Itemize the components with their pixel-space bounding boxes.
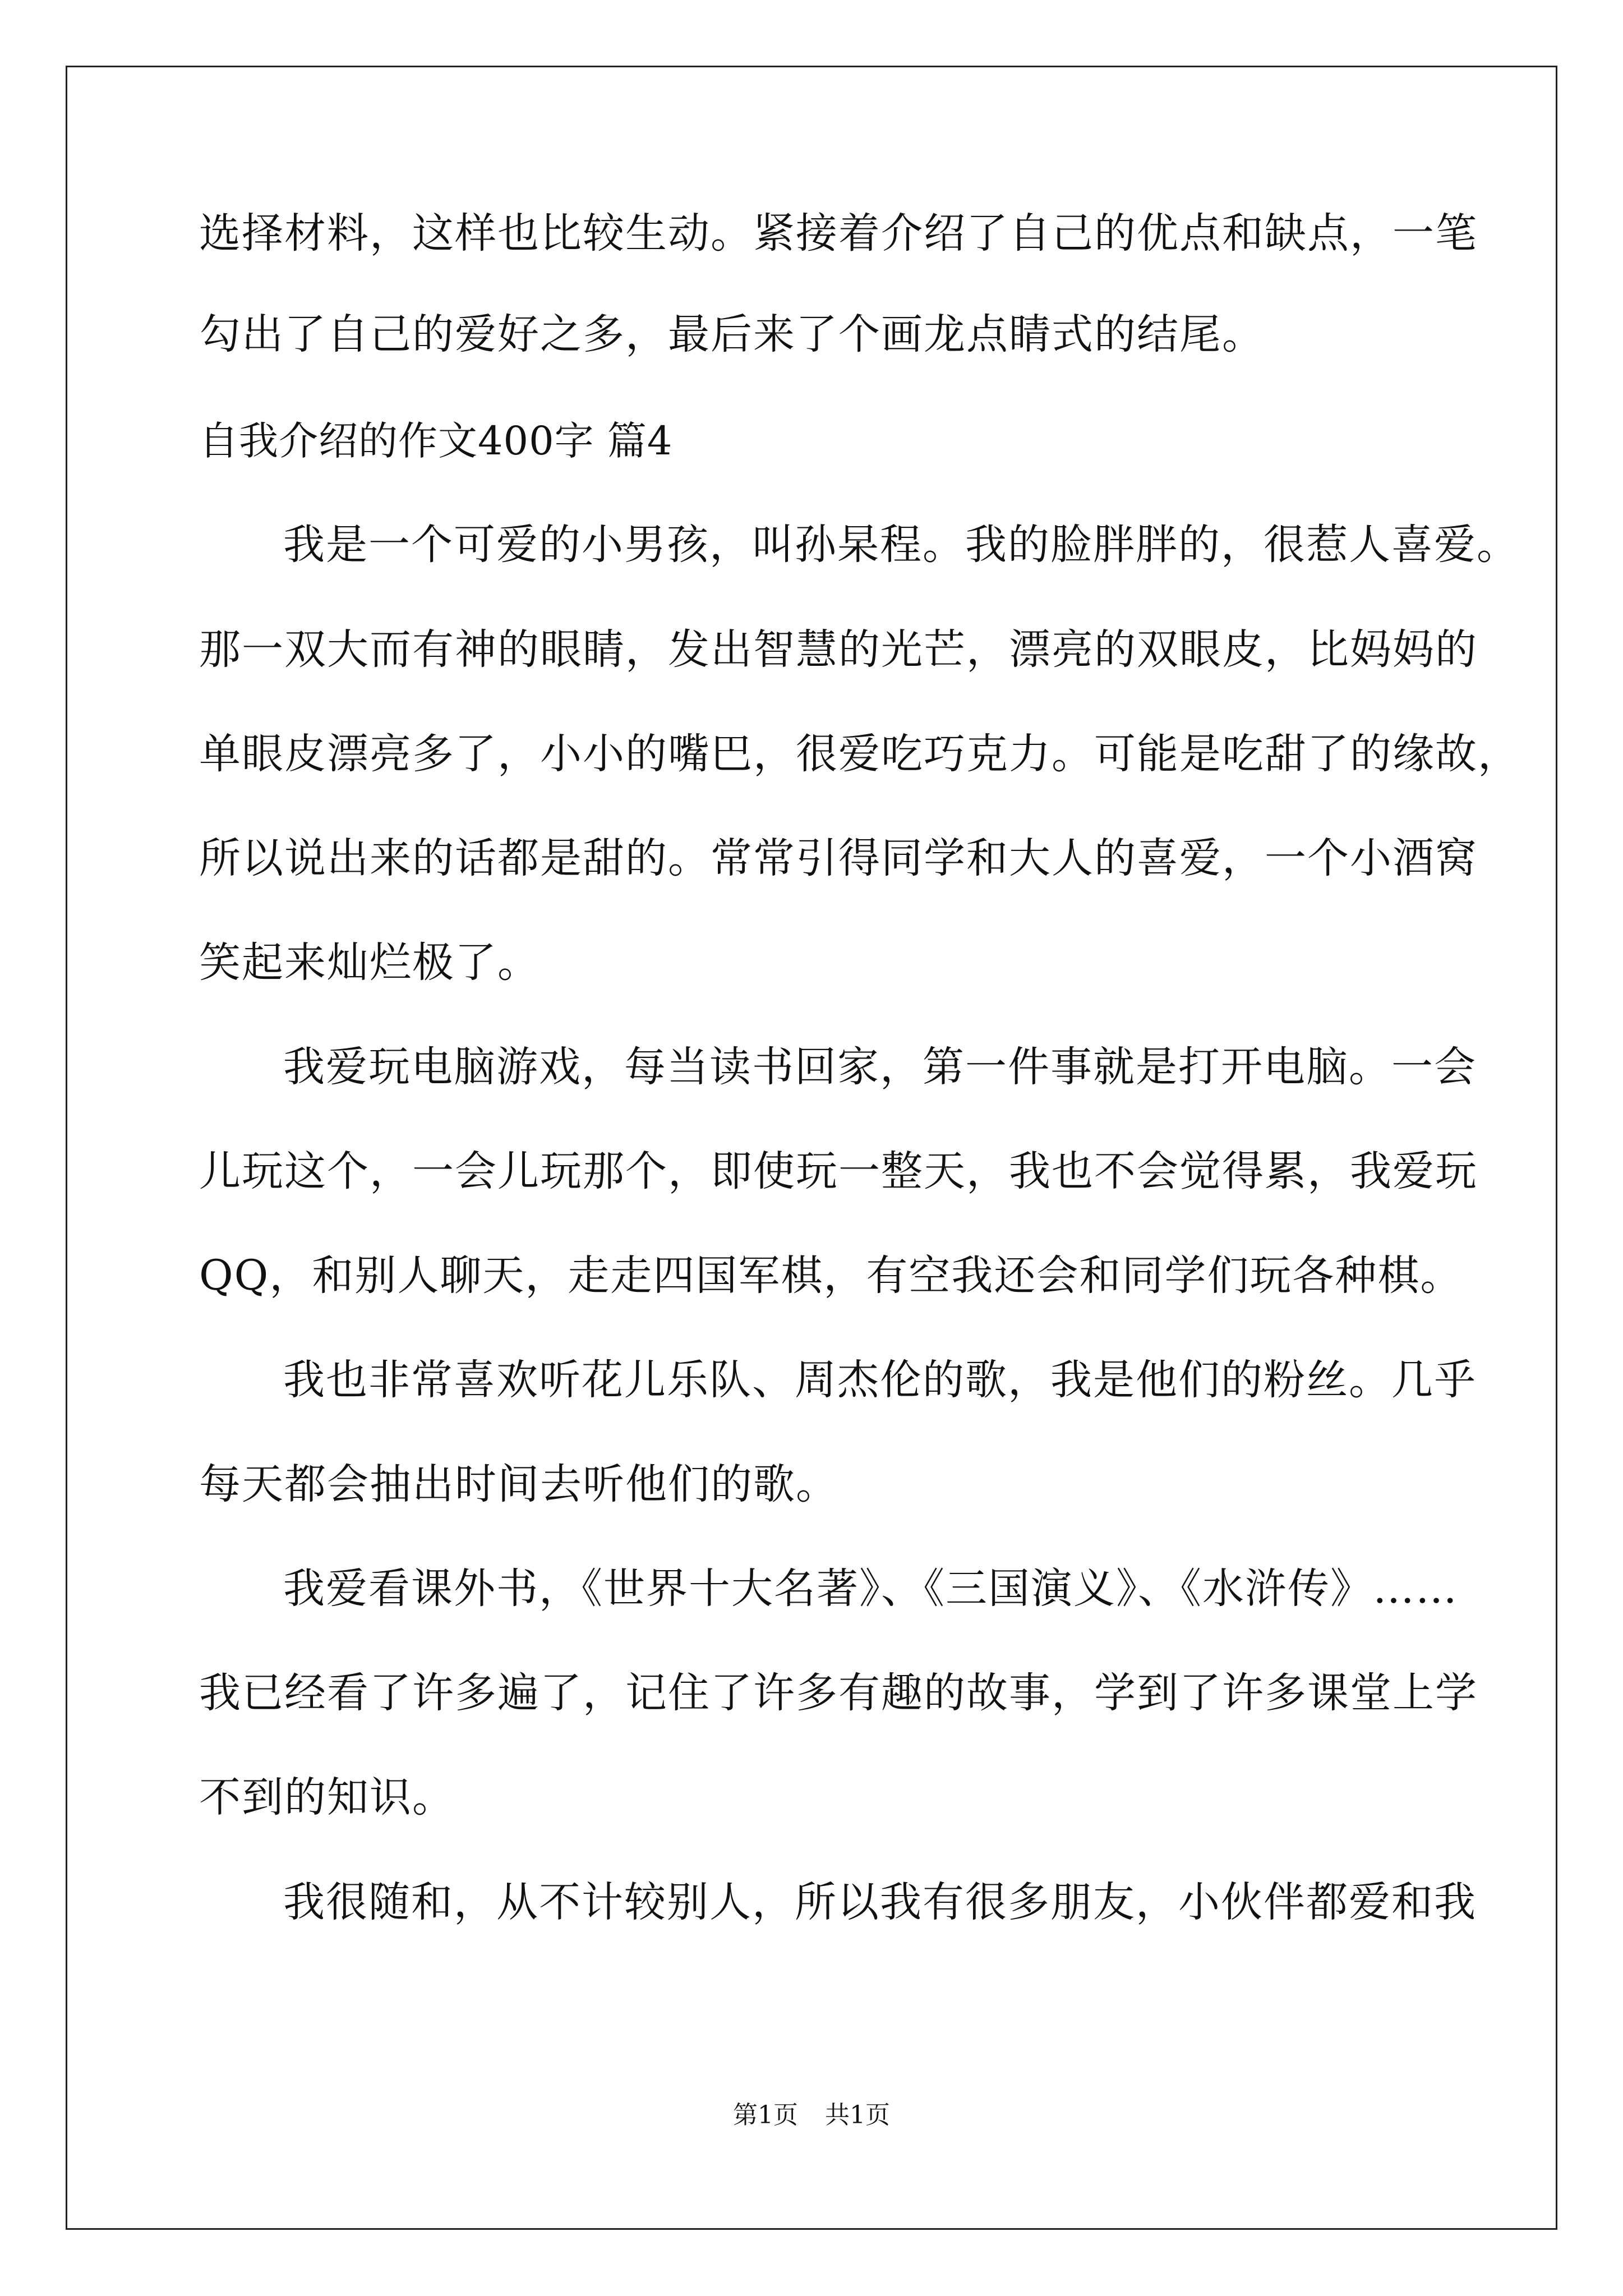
- paragraph-start: 我爱看课外书，《世界十大名著》、《三国演义》、《水浒传》……: [283, 1565, 1458, 1613]
- page-footer: [0, 2100, 1623, 2131]
- text-line: 所以说出来的话都是甜的。常常引得同学和大人的喜爱，一个小酒窝: [199, 834, 1478, 882]
- text-line: 每天都会抽出时间去听他们的歌。: [199, 1460, 838, 1508]
- text-line: 我已经看了许多遍了，记住了许多有趣的故事，学到了许多课堂上学: [199, 1669, 1478, 1717]
- section-heading: 自我介绍的作文400字 篇4: [199, 418, 673, 464]
- text-line: 选择材料，这样也比较生动。紧接着介绍了自己的优点和缺点，一笔: [199, 209, 1478, 257]
- text-line: QQ，和别人聊天，走走四国军棋，有空我还会和同学们玩各种棋。: [199, 1251, 1463, 1300]
- paragraph-start: 我爱玩电脑游戏，每当读书回家，第一件事就是打开电脑。一会: [283, 1043, 1477, 1091]
- page-total: 共1页: [825, 2101, 890, 2129]
- paragraph-start: 我很随和，从不计较别人，所以我有很多朋友，小伙伴都爱和我: [283, 1878, 1477, 1926]
- text-line: 勾出了自己的爱好之多，最后来了个画龙点睛式的结尾。: [199, 310, 1265, 358]
- page-number: 第1页: [733, 2101, 798, 2129]
- text-line: 单眼皮漂亮多了，小小的嘴巴，很爱吃巧克力。可能是吃甜了的缘故，: [199, 730, 1520, 778]
- text-line: 笑起来灿烂极了。: [199, 938, 540, 987]
- text-line: 那一双大而有神的眼睛，发出智慧的光芒，漂亮的双眼皮，比妈妈的: [199, 625, 1478, 674]
- text-line: 不到的知识。: [199, 1773, 455, 1821]
- paragraph-start: 我是一个可爱的小男孩，叫孙杲程。我的脸胖胖的，很惹人喜爱。: [283, 521, 1519, 569]
- text-line: 儿玩这个，一会儿玩那个，即使玩一整天，我也不会觉得累，我爱玩: [199, 1147, 1478, 1195]
- paragraph-start: 我也非常喜欢听花儿乐队、周杰伦的歌，我是他们的粉丝。几乎: [283, 1356, 1477, 1404]
